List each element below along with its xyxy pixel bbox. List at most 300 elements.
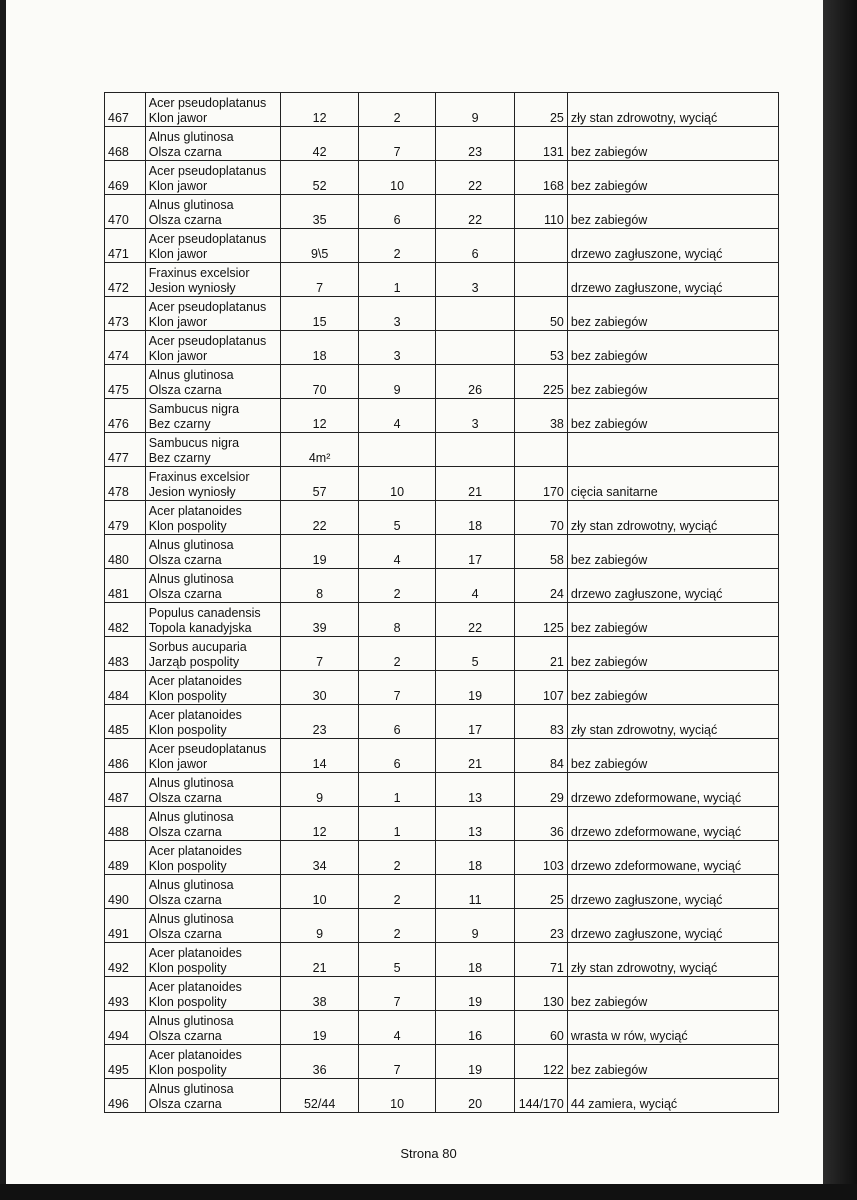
value-d-cell: 60 bbox=[514, 1011, 567, 1045]
table-row bbox=[105, 399, 779, 433]
latin-name: Acer platanoides bbox=[148, 946, 242, 960]
species-cell bbox=[145, 161, 281, 195]
tree-number-cell: 472 bbox=[105, 263, 146, 297]
latin-name: Acer pseudoplatanus bbox=[148, 96, 267, 110]
polish-name: Olsza czarna bbox=[148, 213, 222, 227]
value-a-cell: 12 bbox=[281, 807, 358, 841]
value-d-cell: 25 bbox=[514, 875, 567, 909]
value-d-cell: 131 bbox=[514, 127, 567, 161]
value-a-cell: 7 bbox=[281, 637, 358, 671]
species-cell bbox=[145, 943, 281, 977]
polish-name: Jesion wyniosły bbox=[148, 281, 236, 295]
value-d-cell: 23 bbox=[514, 909, 567, 943]
note-cell: bez zabiegów bbox=[567, 671, 778, 705]
polish-name: Klon jawor bbox=[148, 349, 208, 363]
value-a-cell: 36 bbox=[281, 1045, 358, 1079]
value-c-cell: 13 bbox=[436, 807, 515, 841]
latin-name: Alnus glutinosa bbox=[148, 572, 234, 586]
note-cell: bez zabiegów bbox=[567, 637, 778, 671]
value-b-cell: 10 bbox=[358, 1079, 435, 1113]
value-c-cell: 19 bbox=[436, 671, 515, 705]
value-c-cell: 11 bbox=[436, 875, 515, 909]
latin-name: Acer pseudoplatanus bbox=[148, 232, 267, 246]
latin-name: Acer platanoides bbox=[148, 1048, 242, 1062]
polish-name: Olsza czarna bbox=[148, 145, 222, 159]
species-cell bbox=[145, 637, 281, 671]
value-b-cell: 1 bbox=[358, 263, 435, 297]
species-cell bbox=[145, 263, 281, 297]
value-b-cell: 1 bbox=[358, 773, 435, 807]
note-cell: bez zabiegów bbox=[567, 127, 778, 161]
latin-name: Alnus glutinosa bbox=[148, 538, 234, 552]
latin-name: Alnus glutinosa bbox=[148, 776, 234, 790]
value-c-cell: 4 bbox=[436, 569, 515, 603]
table-row bbox=[105, 501, 779, 535]
table-row bbox=[105, 569, 779, 603]
value-a-cell: 9 bbox=[281, 773, 358, 807]
value-b-cell: 10 bbox=[358, 467, 435, 501]
note-cell: zły stan zdrowotny, wyciąć bbox=[567, 501, 778, 535]
value-b-cell: 2 bbox=[358, 875, 435, 909]
species-cell bbox=[145, 977, 281, 1011]
value-b-cell: 8 bbox=[358, 603, 435, 637]
table-row bbox=[105, 1045, 779, 1079]
latin-name: Alnus glutinosa bbox=[148, 912, 234, 926]
value-c-cell: 6 bbox=[436, 229, 515, 263]
table-row bbox=[105, 807, 779, 841]
value-a-cell: 18 bbox=[281, 331, 358, 365]
value-c-cell: 5 bbox=[436, 637, 515, 671]
value-b-cell: 6 bbox=[358, 705, 435, 739]
table-row bbox=[105, 637, 779, 671]
value-a-cell: 52/44 bbox=[281, 1079, 358, 1113]
value-b-cell: 4 bbox=[358, 399, 435, 433]
polish-name: Jarząb pospolity bbox=[148, 655, 240, 669]
value-c-cell: 9 bbox=[436, 909, 515, 943]
table-row bbox=[105, 943, 779, 977]
value-d-cell: 144/170 bbox=[514, 1079, 567, 1113]
note-cell: bez zabiegów bbox=[567, 161, 778, 195]
latin-name: Acer pseudoplatanus bbox=[148, 742, 267, 756]
value-c-cell: 21 bbox=[436, 739, 515, 773]
table-row bbox=[105, 773, 779, 807]
species-cell bbox=[145, 1045, 281, 1079]
value-b-cell: 2 bbox=[358, 229, 435, 263]
tree-number-cell: 475 bbox=[105, 365, 146, 399]
value-b-cell: 5 bbox=[358, 501, 435, 535]
table-row bbox=[105, 603, 779, 637]
value-a-cell: 42 bbox=[281, 127, 358, 161]
value-b-cell: 3 bbox=[358, 331, 435, 365]
table-row bbox=[105, 467, 779, 501]
value-a-cell: 23 bbox=[281, 705, 358, 739]
note-cell: drzewo zagłuszone, wyciąć bbox=[567, 263, 778, 297]
value-b-cell: 3 bbox=[358, 297, 435, 331]
value-a-cell: 52 bbox=[281, 161, 358, 195]
note-cell: zły stan zdrowotny, wyciąć bbox=[567, 943, 778, 977]
value-c-cell: 9 bbox=[436, 93, 515, 127]
latin-name: Acer platanoides bbox=[148, 674, 242, 688]
latin-name: Fraxinus excelsior bbox=[148, 470, 250, 484]
polish-name: Klon pospolity bbox=[148, 995, 227, 1009]
value-d-cell: 107 bbox=[514, 671, 567, 705]
value-a-cell: 15 bbox=[281, 297, 358, 331]
value-d-cell: 125 bbox=[514, 603, 567, 637]
tree-number-cell: 488 bbox=[105, 807, 146, 841]
value-b-cell: 4 bbox=[358, 1011, 435, 1045]
latin-name: Acer pseudoplatanus bbox=[148, 164, 267, 178]
polish-name: Olsza czarna bbox=[148, 553, 222, 567]
tree-number-cell: 496 bbox=[105, 1079, 146, 1113]
table-body bbox=[105, 93, 779, 1113]
value-d-cell bbox=[514, 433, 567, 467]
species-cell bbox=[145, 909, 281, 943]
value-d-cell bbox=[514, 263, 567, 297]
latin-name: Sorbus aucuparia bbox=[148, 640, 247, 654]
polish-name: Klon pospolity bbox=[148, 961, 227, 975]
species-cell bbox=[145, 331, 281, 365]
tree-number-cell: 492 bbox=[105, 943, 146, 977]
note-cell: drzewo zagłuszone, wyciąć bbox=[567, 569, 778, 603]
tree-number-cell: 495 bbox=[105, 1045, 146, 1079]
latin-name: Fraxinus excelsior bbox=[148, 266, 250, 280]
table-row bbox=[105, 705, 779, 739]
value-a-cell: 8 bbox=[281, 569, 358, 603]
value-a-cell: 9\5 bbox=[281, 229, 358, 263]
species-cell bbox=[145, 671, 281, 705]
value-d-cell: 170 bbox=[514, 467, 567, 501]
polish-name: Olsza czarna bbox=[148, 791, 222, 805]
table-row bbox=[105, 739, 779, 773]
value-d-cell: 71 bbox=[514, 943, 567, 977]
value-c-cell: 17 bbox=[436, 705, 515, 739]
value-c-cell: 18 bbox=[436, 501, 515, 535]
note-cell: drzewo zdeformowane, wyciąć bbox=[567, 841, 778, 875]
tree-number-cell: 471 bbox=[105, 229, 146, 263]
value-b-cell: 7 bbox=[358, 127, 435, 161]
latin-name: Alnus glutinosa bbox=[148, 810, 234, 824]
latin-name: Alnus glutinosa bbox=[148, 1014, 234, 1028]
species-cell bbox=[145, 1079, 281, 1113]
page-number: Strona 80 bbox=[400, 1146, 457, 1161]
value-c-cell: 21 bbox=[436, 467, 515, 501]
tree-number-cell: 487 bbox=[105, 773, 146, 807]
tree-number-cell: 489 bbox=[105, 841, 146, 875]
note-cell: drzewo zdeformowane, wyciąć bbox=[567, 773, 778, 807]
polish-name: Bez czarny bbox=[148, 417, 211, 431]
polish-name: Olsza czarna bbox=[148, 383, 222, 397]
tree-number-cell: 491 bbox=[105, 909, 146, 943]
value-a-cell: 9 bbox=[281, 909, 358, 943]
polish-name: Klon jawor bbox=[148, 111, 208, 125]
tree-number-cell: 484 bbox=[105, 671, 146, 705]
table-row bbox=[105, 297, 779, 331]
latin-name: Alnus glutinosa bbox=[148, 878, 234, 892]
table-row bbox=[105, 909, 779, 943]
latin-name: Acer platanoides bbox=[148, 504, 242, 518]
note-cell: drzewo zagłuszone, wyciąć bbox=[567, 909, 778, 943]
value-d-cell: 84 bbox=[514, 739, 567, 773]
note-cell: bez zabiegów bbox=[567, 603, 778, 637]
value-d-cell: 103 bbox=[514, 841, 567, 875]
polish-name: Klon pospolity bbox=[148, 723, 227, 737]
scan-bottom-edge bbox=[0, 1184, 857, 1200]
polish-name: Klon jawor bbox=[148, 757, 208, 771]
tree-number-cell: 469 bbox=[105, 161, 146, 195]
value-c-cell: 26 bbox=[436, 365, 515, 399]
tree-number-cell: 478 bbox=[105, 467, 146, 501]
species-cell bbox=[145, 229, 281, 263]
value-c-cell: 22 bbox=[436, 603, 515, 637]
latin-name: Acer platanoides bbox=[148, 708, 242, 722]
value-c-cell: 3 bbox=[436, 399, 515, 433]
species-cell bbox=[145, 875, 281, 909]
polish-name: Olsza czarna bbox=[148, 587, 222, 601]
value-a-cell: 10 bbox=[281, 875, 358, 909]
value-b-cell: 10 bbox=[358, 161, 435, 195]
value-c-cell: 20 bbox=[436, 1079, 515, 1113]
species-cell bbox=[145, 535, 281, 569]
value-c-cell: 16 bbox=[436, 1011, 515, 1045]
polish-name: Olsza czarna bbox=[148, 927, 222, 941]
value-d-cell: 29 bbox=[514, 773, 567, 807]
polish-name: Klon jawor bbox=[148, 247, 208, 261]
value-a-cell: 30 bbox=[281, 671, 358, 705]
value-c-cell: 13 bbox=[436, 773, 515, 807]
latin-name: Alnus glutinosa bbox=[148, 198, 234, 212]
value-c-cell: 18 bbox=[436, 841, 515, 875]
tree-number-cell: 490 bbox=[105, 875, 146, 909]
value-b-cell bbox=[358, 433, 435, 467]
value-b-cell: 6 bbox=[358, 739, 435, 773]
latin-name: Sambucus nigra bbox=[148, 402, 240, 416]
value-d-cell: 21 bbox=[514, 637, 567, 671]
tree-inventory-table bbox=[104, 92, 779, 1113]
polish-name: Bez czarny bbox=[148, 451, 211, 465]
polish-name: Klon pospolity bbox=[148, 1063, 227, 1077]
table-row bbox=[105, 433, 779, 467]
table-row bbox=[105, 93, 779, 127]
table-row bbox=[105, 1079, 779, 1113]
value-b-cell: 2 bbox=[358, 841, 435, 875]
species-cell bbox=[145, 297, 281, 331]
tree-number-cell: 493 bbox=[105, 977, 146, 1011]
latin-name: Alnus glutinosa bbox=[148, 368, 234, 382]
value-c-cell: 17 bbox=[436, 535, 515, 569]
value-a-cell: 35 bbox=[281, 195, 358, 229]
polish-name: Olsza czarna bbox=[148, 825, 222, 839]
note-cell bbox=[567, 433, 778, 467]
value-d-cell: 24 bbox=[514, 569, 567, 603]
tree-number-cell: 476 bbox=[105, 399, 146, 433]
value-d-cell: 36 bbox=[514, 807, 567, 841]
note-cell: cięcia sanitarne bbox=[567, 467, 778, 501]
note-cell: wrasta w rów, wyciąć bbox=[567, 1011, 778, 1045]
table-row bbox=[105, 229, 779, 263]
latin-name: Alnus glutinosa bbox=[148, 130, 234, 144]
value-b-cell: 7 bbox=[358, 1045, 435, 1079]
note-cell: drzewo zagłuszone, wyciąć bbox=[567, 875, 778, 909]
note-cell: bez zabiegów bbox=[567, 739, 778, 773]
value-a-cell: 7 bbox=[281, 263, 358, 297]
table-row bbox=[105, 127, 779, 161]
latin-name: Sambucus nigra bbox=[148, 436, 240, 450]
note-cell: drzewo zagłuszone, wyciąć bbox=[567, 229, 778, 263]
table-row bbox=[105, 977, 779, 1011]
value-d-cell: 53 bbox=[514, 331, 567, 365]
latin-name: Populus canadensis bbox=[148, 606, 261, 620]
value-c-cell bbox=[436, 297, 515, 331]
value-b-cell: 2 bbox=[358, 909, 435, 943]
value-a-cell: 14 bbox=[281, 739, 358, 773]
tree-number-cell: 482 bbox=[105, 603, 146, 637]
value-d-cell: 122 bbox=[514, 1045, 567, 1079]
note-cell: bez zabiegów bbox=[567, 535, 778, 569]
latin-name: Alnus glutinosa bbox=[148, 1082, 234, 1096]
value-b-cell: 1 bbox=[358, 807, 435, 841]
scan-edge bbox=[823, 0, 857, 1200]
species-cell bbox=[145, 705, 281, 739]
polish-name: Olsza czarna bbox=[148, 1097, 222, 1111]
value-d-cell: 225 bbox=[514, 365, 567, 399]
tree-number-cell: 474 bbox=[105, 331, 146, 365]
tree-number-cell: 477 bbox=[105, 433, 146, 467]
species-cell bbox=[145, 501, 281, 535]
latin-name: Acer platanoides bbox=[148, 844, 242, 858]
note-cell: zły stan zdrowotny, wyciąć bbox=[567, 705, 778, 739]
value-d-cell: 70 bbox=[514, 501, 567, 535]
note-cell: bez zabiegów bbox=[567, 297, 778, 331]
note-cell: bez zabiegów bbox=[567, 365, 778, 399]
note-cell: bez zabiegów bbox=[567, 195, 778, 229]
table-row bbox=[105, 195, 779, 229]
value-b-cell: 7 bbox=[358, 977, 435, 1011]
value-c-cell: 23 bbox=[436, 127, 515, 161]
polish-name: Topola kanadyjska bbox=[148, 621, 252, 635]
polish-name: Klon pospolity bbox=[148, 859, 227, 873]
value-b-cell: 6 bbox=[358, 195, 435, 229]
latin-name: Acer platanoides bbox=[148, 980, 242, 994]
value-b-cell: 7 bbox=[358, 671, 435, 705]
tree-number-cell: 480 bbox=[105, 535, 146, 569]
value-d-cell: 83 bbox=[514, 705, 567, 739]
species-cell bbox=[145, 467, 281, 501]
polish-name: Klon jawor bbox=[148, 315, 208, 329]
polish-name: Olsza czarna bbox=[148, 1029, 222, 1043]
tree-number-cell: 473 bbox=[105, 297, 146, 331]
value-b-cell: 9 bbox=[358, 365, 435, 399]
value-c-cell: 22 bbox=[436, 195, 515, 229]
species-cell bbox=[145, 569, 281, 603]
tree-number-cell: 467 bbox=[105, 93, 146, 127]
value-d-cell: 58 bbox=[514, 535, 567, 569]
table-row bbox=[105, 841, 779, 875]
species-cell bbox=[145, 807, 281, 841]
value-a-cell: 34 bbox=[281, 841, 358, 875]
value-d-cell: 110 bbox=[514, 195, 567, 229]
species-cell bbox=[145, 433, 281, 467]
tree-number-cell: 481 bbox=[105, 569, 146, 603]
species-cell bbox=[145, 399, 281, 433]
value-c-cell: 19 bbox=[436, 1045, 515, 1079]
value-a-cell: 12 bbox=[281, 93, 358, 127]
note-cell: zły stan zdrowotny, wyciąć bbox=[567, 93, 778, 127]
value-d-cell: 38 bbox=[514, 399, 567, 433]
tree-number-cell: 494 bbox=[105, 1011, 146, 1045]
value-a-cell: 19 bbox=[281, 535, 358, 569]
polish-name: Olsza czarna bbox=[148, 893, 222, 907]
polish-name: Klon jawor bbox=[148, 179, 208, 193]
value-a-cell: 12 bbox=[281, 399, 358, 433]
value-c-cell: 18 bbox=[436, 943, 515, 977]
polish-name: Jesion wyniosły bbox=[148, 485, 236, 499]
species-cell bbox=[145, 603, 281, 637]
table-row bbox=[105, 875, 779, 909]
table-row bbox=[105, 161, 779, 195]
value-a-cell: 19 bbox=[281, 1011, 358, 1045]
value-a-cell: 38 bbox=[281, 977, 358, 1011]
latin-name: Acer pseudoplatanus bbox=[148, 300, 267, 314]
table-row bbox=[105, 263, 779, 297]
species-cell bbox=[145, 739, 281, 773]
value-c-cell: 22 bbox=[436, 161, 515, 195]
note-cell: drzewo zdeformowane, wyciąć bbox=[567, 807, 778, 841]
species-cell bbox=[145, 127, 281, 161]
tree-number-cell: 470 bbox=[105, 195, 146, 229]
species-cell bbox=[145, 1011, 281, 1045]
value-a-cell: 57 bbox=[281, 467, 358, 501]
value-b-cell: 2 bbox=[358, 569, 435, 603]
tree-number-cell: 479 bbox=[105, 501, 146, 535]
species-cell bbox=[145, 841, 281, 875]
note-cell: bez zabiegów bbox=[567, 1045, 778, 1079]
latin-name: Acer pseudoplatanus bbox=[148, 334, 267, 348]
note-cell: 44 zamiera, wyciąć bbox=[567, 1079, 778, 1113]
note-cell: bez zabiegów bbox=[567, 977, 778, 1011]
value-c-cell bbox=[436, 433, 515, 467]
note-cell: bez zabiegów bbox=[567, 331, 778, 365]
tree-number-cell: 483 bbox=[105, 637, 146, 671]
value-a-cell: 22 bbox=[281, 501, 358, 535]
table-row bbox=[105, 365, 779, 399]
value-b-cell: 4 bbox=[358, 535, 435, 569]
table-row bbox=[105, 1011, 779, 1045]
value-d-cell: 50 bbox=[514, 297, 567, 331]
polish-name: Klon pospolity bbox=[148, 689, 227, 703]
table-row bbox=[105, 671, 779, 705]
tree-number-cell: 468 bbox=[105, 127, 146, 161]
value-d-cell bbox=[514, 229, 567, 263]
species-cell bbox=[145, 773, 281, 807]
value-b-cell: 2 bbox=[358, 637, 435, 671]
value-a-cell: 4m² bbox=[281, 433, 358, 467]
value-d-cell: 130 bbox=[514, 977, 567, 1011]
species-cell bbox=[145, 195, 281, 229]
value-a-cell: 21 bbox=[281, 943, 358, 977]
value-a-cell: 39 bbox=[281, 603, 358, 637]
note-cell: bez zabiegów bbox=[567, 399, 778, 433]
tree-number-cell: 485 bbox=[105, 705, 146, 739]
value-d-cell: 25 bbox=[514, 93, 567, 127]
table-row bbox=[105, 535, 779, 569]
value-d-cell: 168 bbox=[514, 161, 567, 195]
value-b-cell: 5 bbox=[358, 943, 435, 977]
tree-number-cell: 486 bbox=[105, 739, 146, 773]
species-cell bbox=[145, 365, 281, 399]
polish-name: Klon pospolity bbox=[148, 519, 227, 533]
value-b-cell: 2 bbox=[358, 93, 435, 127]
value-c-cell: 3 bbox=[436, 263, 515, 297]
